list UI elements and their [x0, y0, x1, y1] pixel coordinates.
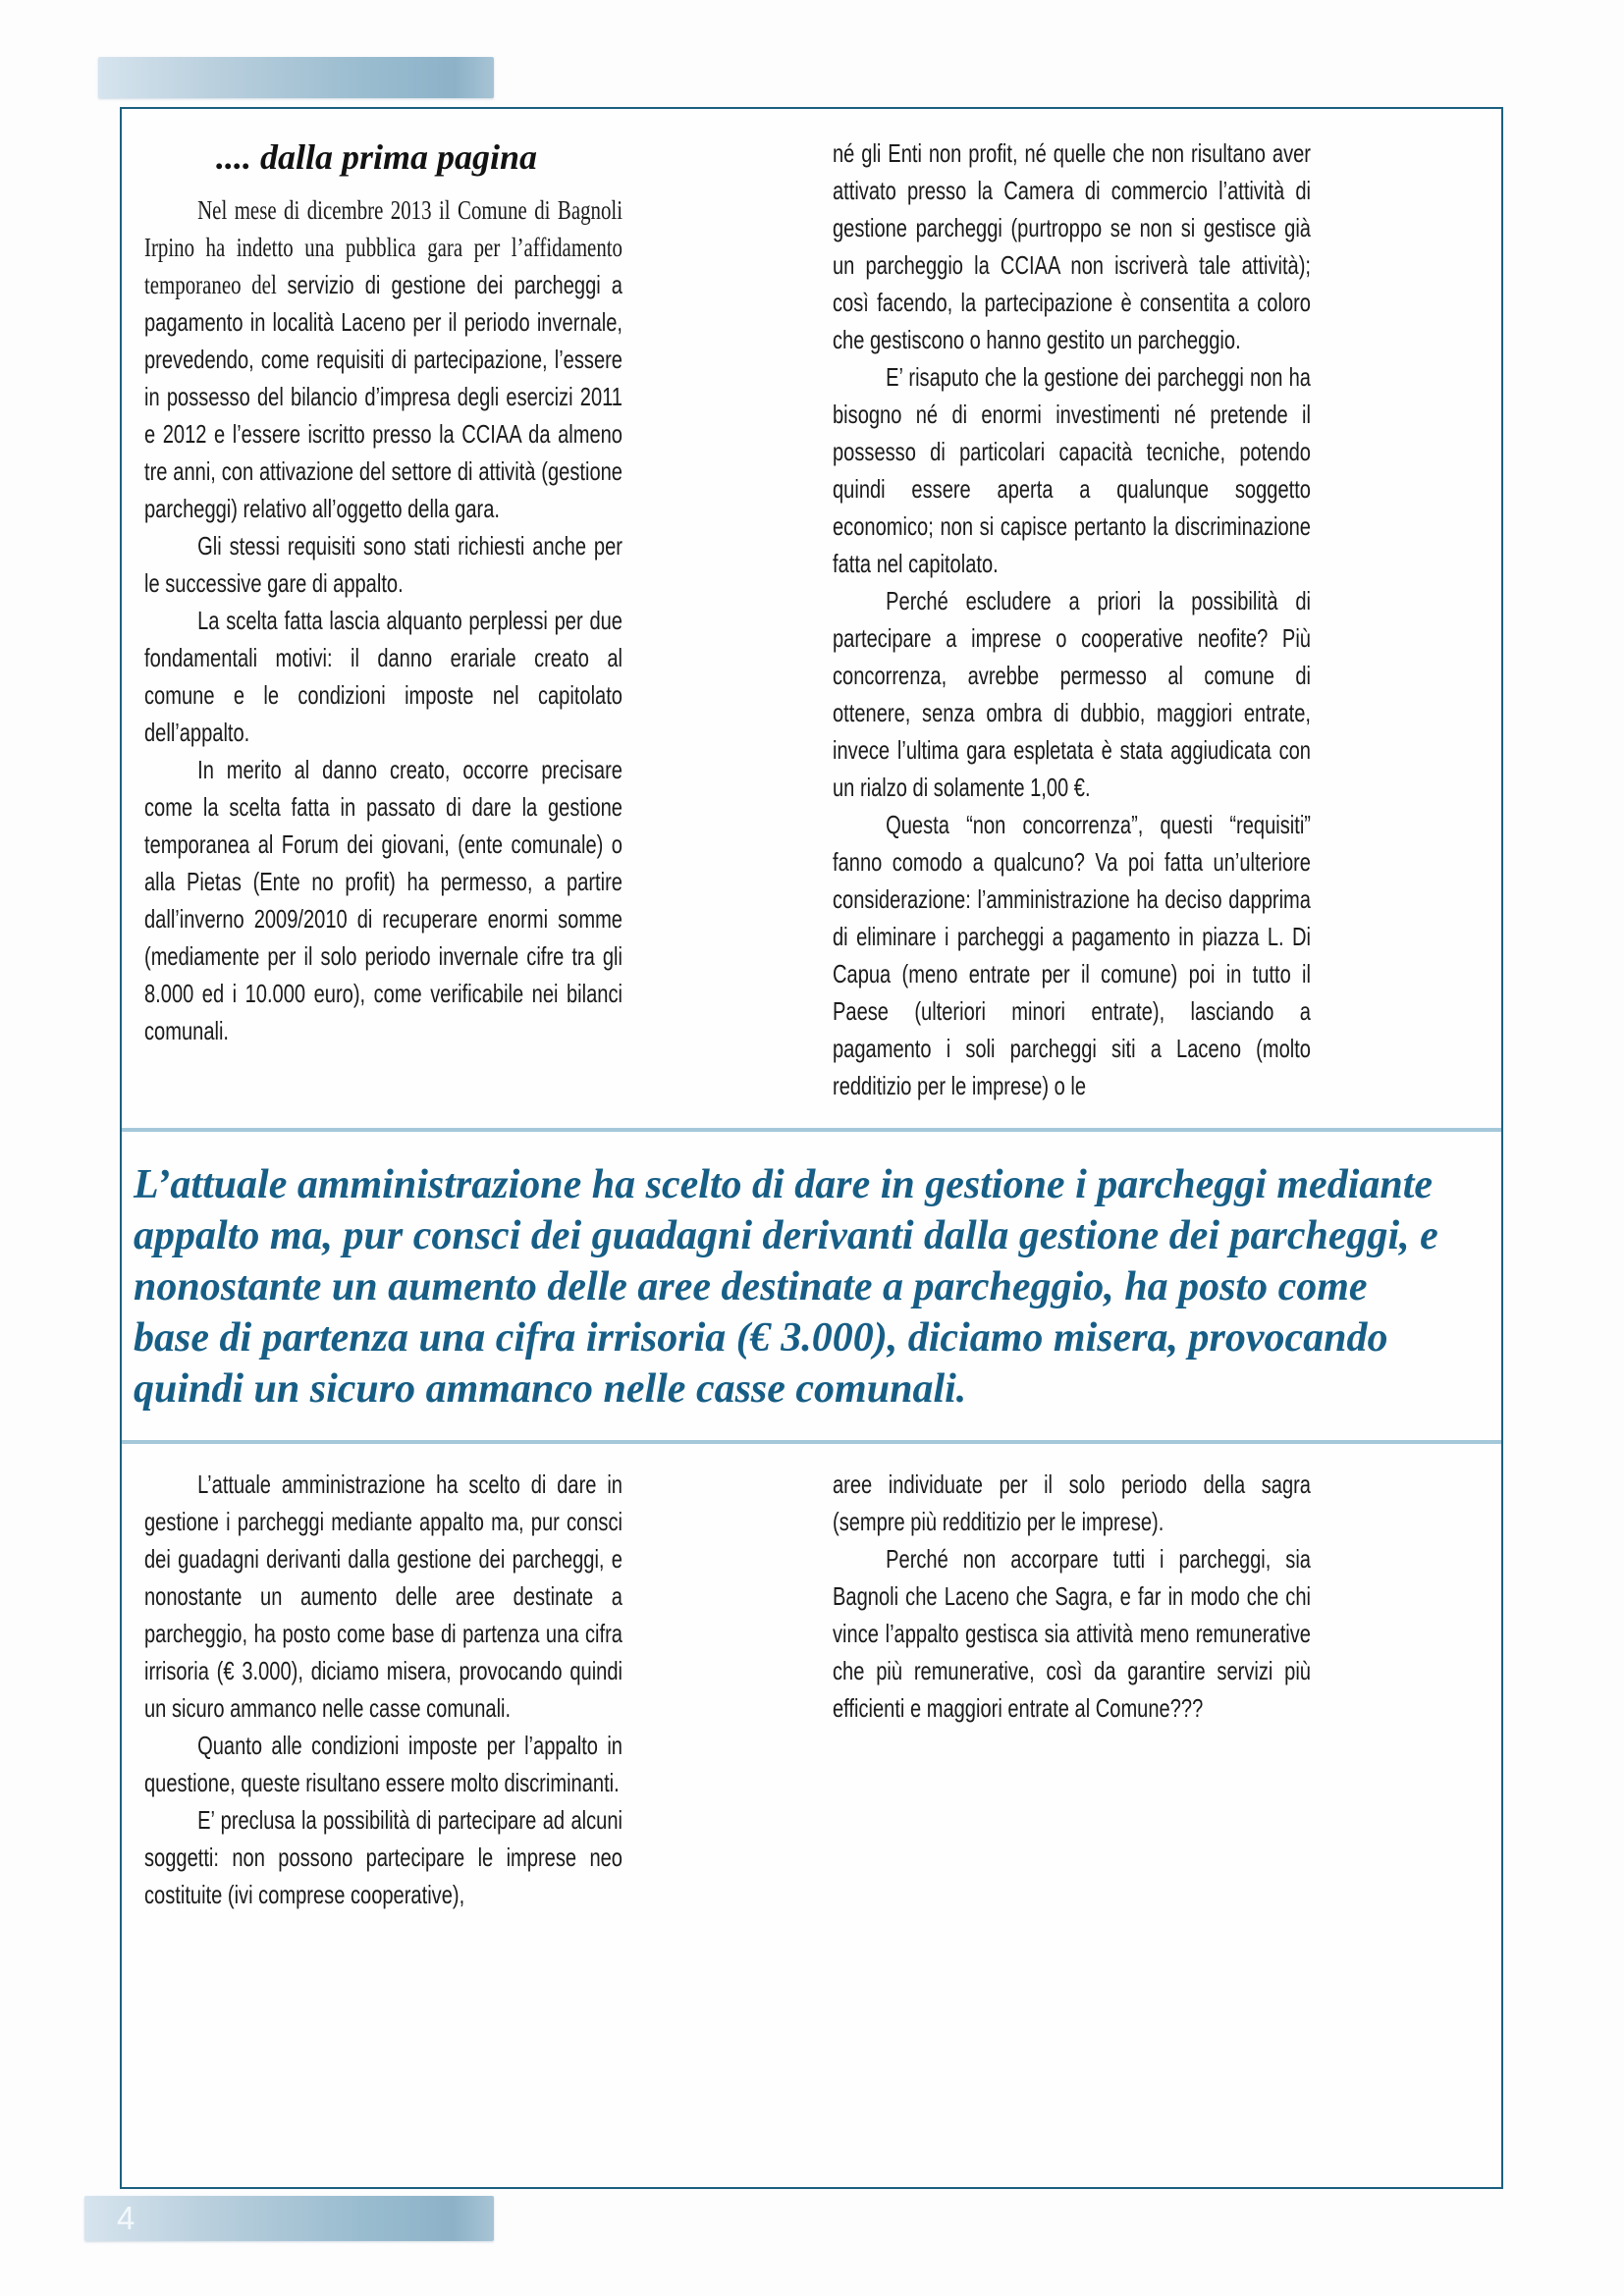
paragraph: In merito al danno creato, occorre precisare come la scelta fatta in passato di dare la gestione temporanea al Forum dei giovani, (ente comunale) o alla Pietas (Ente no profit) ha permesso, a partire dall’inverno 2009/2010 di recuperare enormi somme (mediamente per il solo periodo invernale cifre tra gli 8.000 ed i 10.000 euro), come verificabile nei bilanci comunali. — [144, 755, 623, 1045]
paragraph: né gli Enti non profit, né quelle che non risultano aver attivato presso la Camera di commercio l’attività di gestione parcheggi (purtroppo se non si gestisce già un parcheggio la CCIAA non iscriverà tale attività); così facendo, la partecipazione è consentita a coloro che gestiscono o hanno gestito un parcheggio. — [833, 138, 1311, 354]
top-right-column — [833, 134, 1311, 1104]
footer-accent-bar — [84, 2196, 494, 2241]
continuation-heading: .... dalla prima pagina — [216, 137, 538, 177]
top-left-column — [144, 134, 623, 1049]
paragraph: Perché non accorpare tutti i parcheggi, sia Bagnoli che Laceno che Sagra, e far in modo che chi vince l’appalto gestisca sia attività meno remunerative che più remunerative, così da garantire servizi più efficienti e maggiori entrate al Comune??? — [833, 1544, 1311, 1723]
paragraph: Perché escludere a priori la possibilità di partecipare a imprese o cooperative neofite? Più concorrenza, avrebbe permesso al comune di ottenere, senza ombra di dubbio, maggiori entrate, invece l’ultima gara espletata è stata aggiudicata con un rialzo di solamente 1,00 €. — [833, 586, 1311, 802]
paragraph: Quanto alle condizioni imposte per l’appalto in questione, queste risultano essere molto discriminanti. — [144, 1731, 623, 1797]
bottom-left-column — [144, 1466, 623, 1913]
paragraph: La scelta fatta lascia alquanto perplessi per due fondamentali motivi: il danno erariale creato al comune e le condizioni imposte nel capitolato dell’appalto. — [144, 606, 623, 747]
top-two-column-section — [122, 109, 1501, 1104]
paragraph-serif-segment: Nel mese di dicembre 2013 il Comune di Bagnoli Irpino ha indetto una pubblica gara per l’affidamento temporaneo del — [144, 195, 623, 299]
content-frame — [120, 107, 1503, 2189]
bottom-right-column — [833, 1466, 1311, 1727]
paragraph: L’attuale amministrazione ha scelto di dare in gestione i parcheggi mediante appalto ma, pur consci dei guadagni derivanti dalla gestione dei parcheggi, e nonostante un aumento delle aree destinate a parcheggio, ha posto come base di partenza una cifra irrisoria (€ 3.000), diciamo misera, provocando quindi un sicuro ammanco nelle casse comunali. — [144, 1469, 623, 1723]
bottom-two-column-section — [122, 1444, 1501, 1913]
top-accent-bar — [98, 57, 494, 98]
paragraph: E’ preclusa la possibilità di partecipare ad alcuni soggetti: non possono partecipare le imprese neo costituite (ivi comprese cooperative), — [144, 1805, 623, 1909]
pull-quote: L’attuale amministrazione ha scelto di dare in gestione i parcheggi mediante appalto ma, pur consci dei guadagni derivanti dalla gestione dei parcheggi, e nonostante un aumento delle aree destinate a parcheggio, ha posto come base di partenza una cifra irrisoria (€ 3.000), diciamo misera, provocando quindi un sicuro ammanco nelle casse comunali. — [134, 1162, 1438, 1412]
paragraph — [144, 191, 623, 527]
paragraph: aree individuate per il solo periodo della sagra (sempre più redditizio per le imprese). — [833, 1469, 1311, 1536]
quote-divider-top — [122, 1128, 1501, 1132]
page-number: 4 — [117, 2200, 135, 2236]
paragraph-sans-segment: servizio di gestione dei parcheggi a pagamento in località Laceno per il periodo invernale, prevedendo, come requisiti di partecipazione, l’essere in possesso del bilancio d’impresa degli esercizi 2011 e 2012 e l’essere iscritto presso la CCIAA da almeno tre anni, con attivazione del settore di attività (gestione parcheggi) relativo all’oggetto della gara. — [144, 270, 623, 523]
paragraph: Gli stessi requisiti sono stati richiesti anche per le successive gare di appalto. — [144, 531, 623, 598]
paragraph: Questa “non concorrenza”, questi “requisiti” fanno comodo a qualcuno? Va poi fatta un’ulteriore considerazione: l’amministrazione ha deciso dapprima di eliminare i parcheggi a pagamento in piazza L. Di Capua (meno entrate per il comune) poi in tutto il Paese (ulteriori minori entrate), lasciando a pagamento i soli parcheggi siti a Laceno (molto redditizio per le imprese) o le — [833, 810, 1311, 1100]
paragraph: E’ risaputo che la gestione dei parcheggi non ha bisogno né di enormi investimenti né pretende il possesso di particolari capacità tecniche, potendo quindi essere aperta a qualunque soggetto economico; non si capisce pertanto la discriminazione fatta nel capitolato. — [833, 362, 1311, 578]
